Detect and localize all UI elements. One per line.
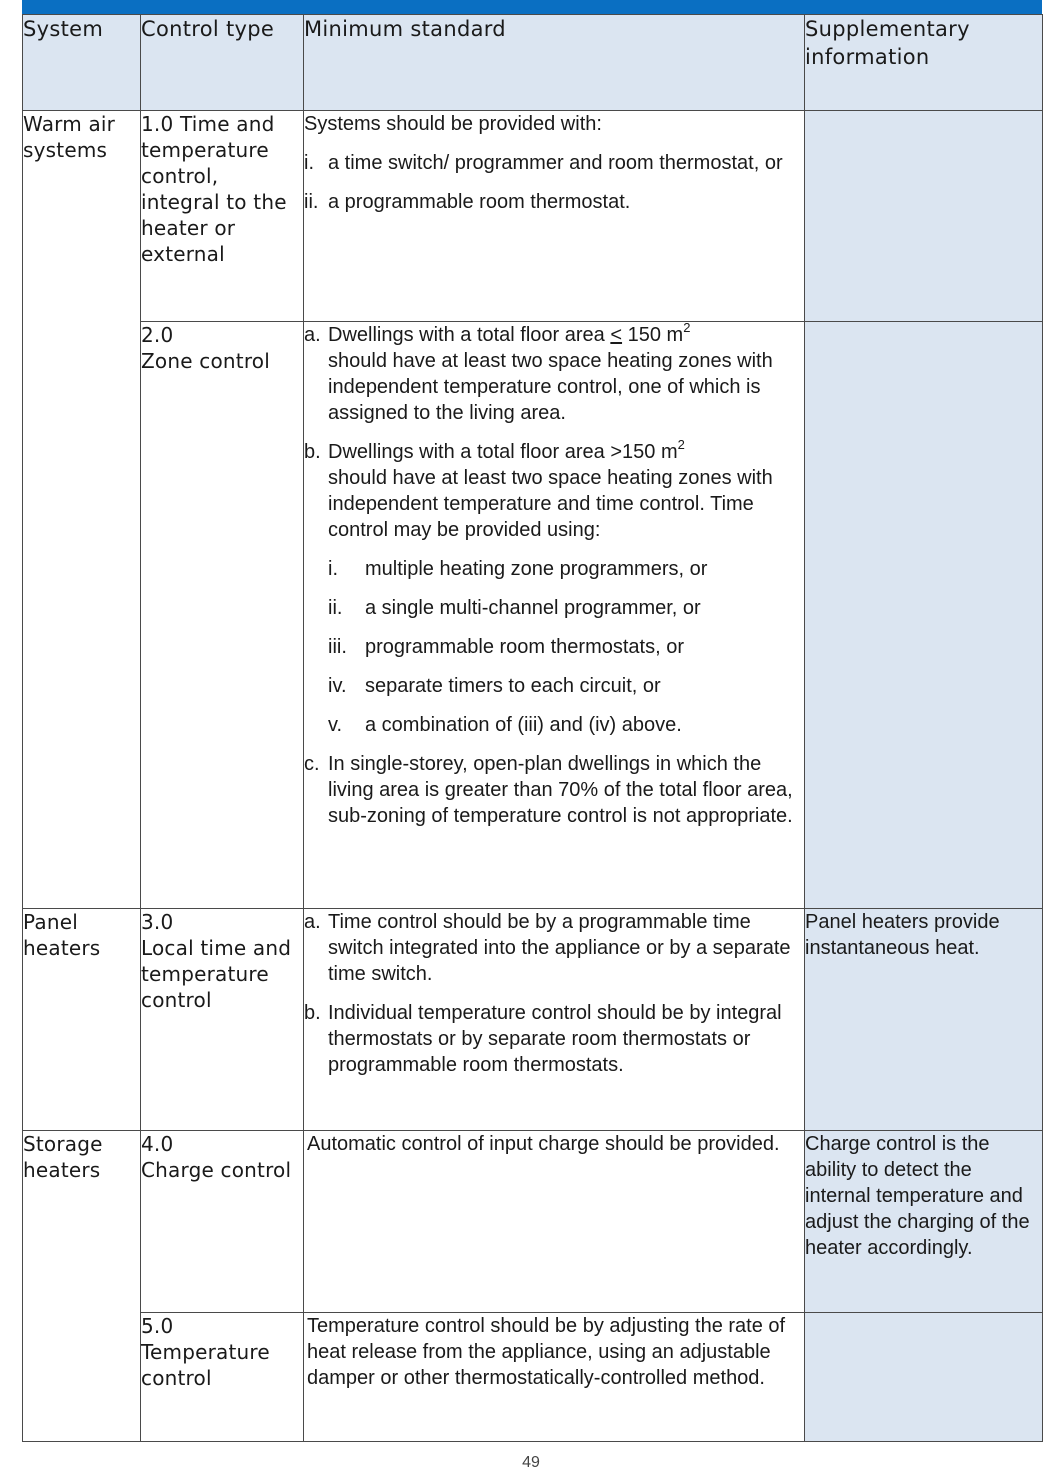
sub-list-label: v. — [328, 714, 343, 736]
header-accent-bar — [22, 0, 1042, 14]
list-item — [304, 189, 804, 215]
min-text: Automatic control of input charge should be provided. — [307, 1133, 780, 1155]
system-label: Storage heaters — [23, 1132, 103, 1182]
sub-list-item — [328, 712, 804, 738]
sub-list-label: ii. — [328, 597, 343, 619]
min-intro: Systems should be provided with: — [304, 113, 602, 135]
sub-list-text: programmable room thermostats, or — [365, 636, 685, 658]
list-item-text: a programmable room thermostat. — [328, 191, 631, 213]
minimum-standard-cell — [304, 111, 805, 322]
system-cell — [23, 909, 141, 1131]
control-number: 4.0 — [141, 1132, 174, 1156]
control-name: Temperature control — [141, 1340, 270, 1390]
sub-list-text: a combination of (iii) and (iv) above. — [365, 714, 682, 736]
minimum-standard-cell — [304, 1313, 805, 1442]
header-minimum-standard: Minimum standard — [304, 15, 805, 111]
control-type-cell — [141, 909, 304, 1131]
control-type-label: 1.0 Time and temperature control, integral to the heater or external — [141, 112, 287, 266]
system-cell — [23, 1131, 141, 1442]
header-supplementary-information: Supplementary information — [805, 15, 1043, 111]
control-number: 5.0 — [141, 1314, 174, 1338]
control-number: 3.0 — [141, 910, 174, 934]
list-item-text: Time control should be by a programmable time switch integrated into the appliance or by a separate time switch. — [328, 911, 791, 985]
list-item — [304, 439, 804, 543]
table-row — [23, 322, 1043, 909]
list-item — [304, 1000, 804, 1078]
less-or-equal-symbol: < — [610, 324, 623, 346]
sub-list-label: i. — [328, 558, 338, 580]
control-type-cell — [141, 111, 304, 322]
sub-list-item — [328, 595, 804, 621]
sub-list-item — [328, 634, 804, 660]
list-item-label: i. — [304, 152, 314, 174]
control-number: 2.0 — [141, 323, 174, 347]
table-row — [23, 1313, 1043, 1442]
header-system: System — [23, 15, 141, 111]
list-item — [304, 909, 804, 987]
sub-list-label: iv. — [328, 675, 347, 697]
control-name: Zone control — [141, 349, 271, 373]
table-row — [23, 909, 1043, 1131]
list-item-text: Dwellings with a total floor area < 150 $m^2$ should have at least two space heating zones with independent temperature control, one of which is assigned to the living area. — [328, 320, 773, 424]
supplementary-cell: Panel heaters provide instantaneous heat. — [805, 909, 1043, 1131]
system-label: Panel heaters — [23, 910, 101, 960]
minimum-standard-cell — [304, 322, 805, 909]
supplementary-cell: Charge control is the ability to detect the internal temperature and adjust the charging of the heater accordingly. — [805, 1131, 1043, 1313]
sub-list-item — [328, 556, 804, 582]
list-item-text: In single-storey, open-plan dwellings in which the living area is greater than 70% of the total floor area, sub-zoning of temperature control is not appropriate. — [328, 753, 793, 827]
system-label: Warm air systems — [23, 112, 116, 162]
list-item-label: b. — [304, 441, 321, 463]
list-item-label: b. — [304, 1002, 321, 1024]
list-item-label: a. — [304, 911, 321, 933]
sub-list-label: iii. — [328, 636, 347, 658]
page-number: 49 — [522, 1454, 540, 1471]
list-item-label: a. — [304, 324, 321, 346]
list-item-text: Dwellings with a total floor area >150 $m^2$ should have at least two space heating zones with independent temperature and time control. Time control may be provided using: — [328, 437, 773, 541]
control-type-cell — [141, 1313, 304, 1442]
table-row — [23, 1131, 1043, 1313]
list-item-text: a time switch/ programmer and room thermostat, or — [328, 152, 783, 174]
minimum-standard-cell — [304, 1131, 805, 1313]
control-type-cell — [141, 1131, 304, 1313]
list-item — [304, 751, 804, 829]
table-header-row — [23, 15, 1043, 111]
sub-list-text: separate timers to each circuit, or — [365, 675, 661, 697]
sub-list-text: multiple heating zone programmers, or — [365, 558, 708, 580]
header-control-type: Control type — [141, 15, 304, 111]
heating-controls-table — [22, 14, 1043, 1442]
control-type-cell — [141, 322, 304, 909]
list-item-label: ii. — [304, 191, 319, 213]
min-text: Temperature control should be by adjusting the rate of heat release from the appliance, using an adjustable damper or other thermostatically-controlled method. — [307, 1315, 786, 1389]
list-item-text: Individual temperature control should be by integral thermostats or by separate room thermostats or programmable room thermostats. — [328, 1002, 782, 1076]
system-cell — [23, 111, 141, 909]
table-row — [23, 111, 1043, 322]
supplementary-cell — [805, 111, 1043, 322]
list-item — [304, 150, 804, 176]
minimum-standard-cell — [304, 909, 805, 1131]
control-name: Local time and temperature control — [141, 936, 292, 1012]
list-item — [304, 322, 804, 426]
control-name: Charge control — [141, 1158, 292, 1182]
supplementary-cell — [805, 1313, 1043, 1442]
supplementary-cell — [805, 322, 1043, 909]
list-item-label: c. — [304, 753, 320, 775]
sub-list-text: a single multi-channel programmer, or — [365, 597, 701, 619]
sub-list-item — [328, 673, 804, 699]
